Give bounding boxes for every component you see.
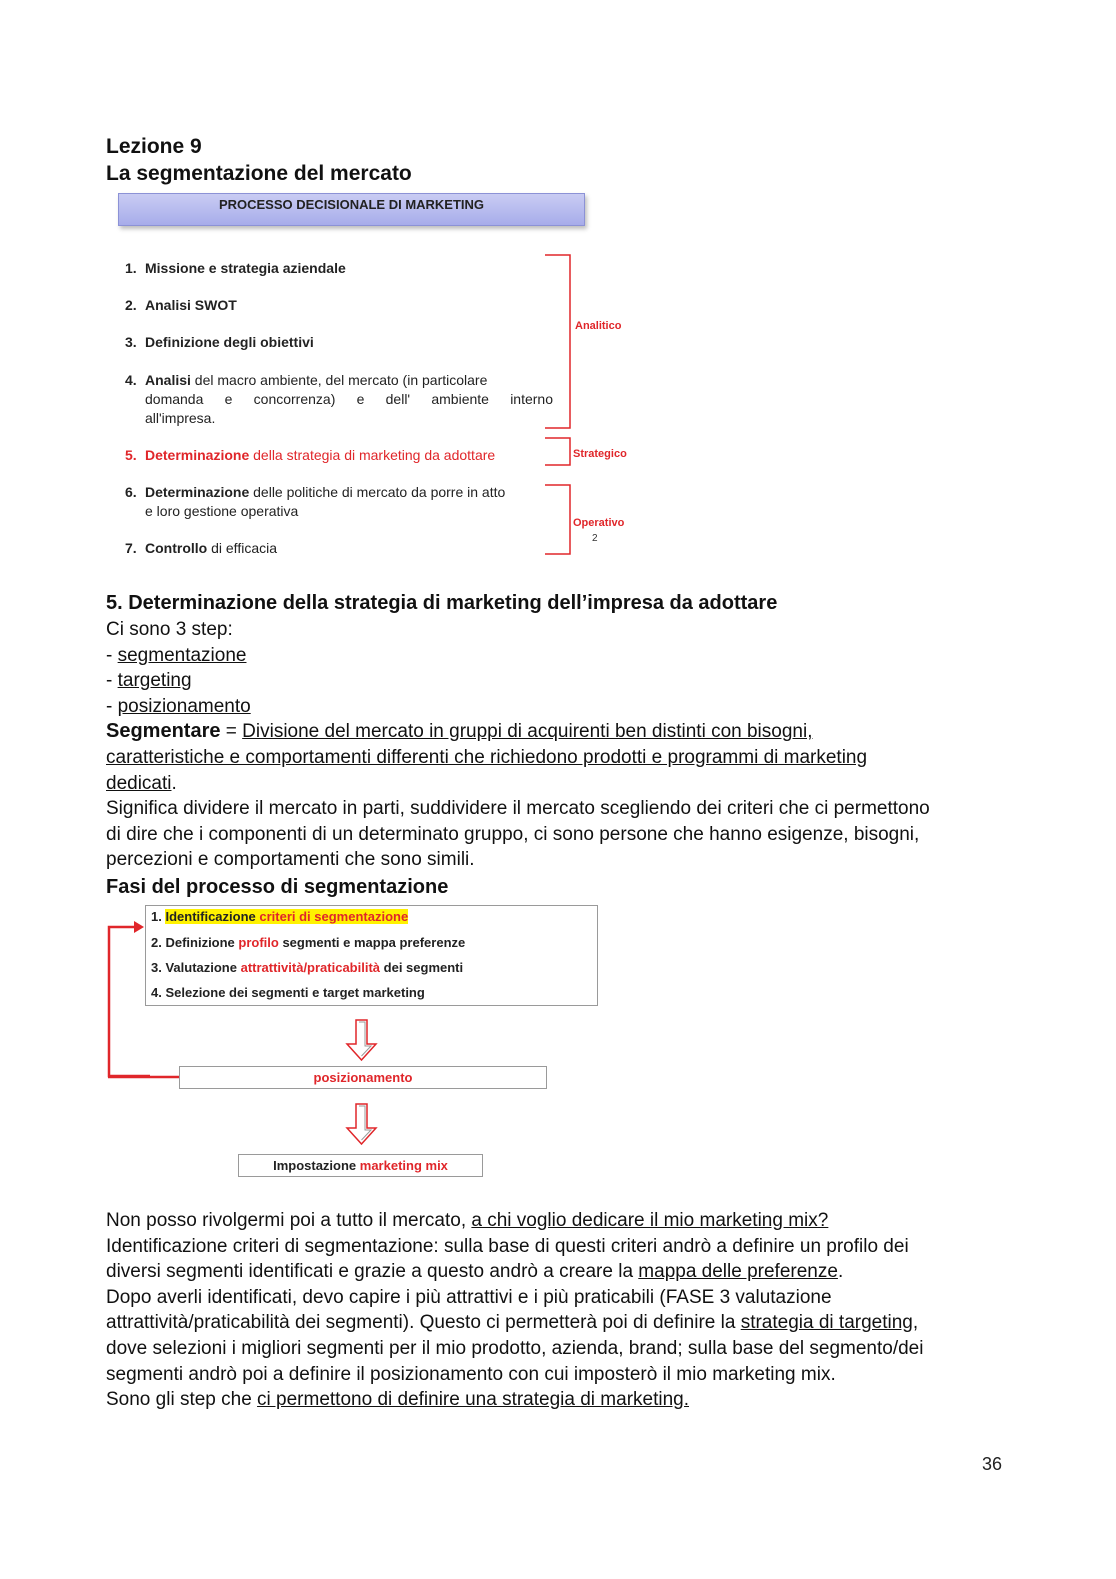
paragraph-line: diversi segmenti identificati e grazie a questo andrò a creare la mappa delle preferenze. [106, 1261, 844, 1283]
down-arrow-icon [345, 1102, 379, 1146]
phase-brackets [540, 250, 580, 560]
fasi-title: Fasi del processo di segmentazione [106, 876, 449, 898]
section-5-title: 5. Determinazione della strategia di marketing dell’impresa da adottare [106, 592, 778, 614]
process-step-3: 3. Definizione degli obiettivi [125, 334, 314, 350]
label-operativo: Operativo [573, 517, 625, 529]
section-5-body [106, 617, 1006, 873]
paragraph-line: di dire che i componenti di un determinato gruppo, ci sono persone che hanno esigenze, bisogni, [106, 823, 920, 845]
page-number: 36 [982, 1454, 1003, 1474]
posizionamento-box: posizionamento [179, 1066, 547, 1089]
bracket-strategico [545, 438, 570, 465]
paragraph-line: Sono gli step che ci permettono di definire una strategia di marketing. [106, 1389, 689, 1411]
paragraph-line: dove selezioni i migliori segmenti per il mio prodotto, azienda, brand; sulla base del segmento/dei [106, 1337, 924, 1359]
step-item: - targeting [106, 670, 192, 692]
paragraph-line: segmenti andrò poi a definire il posizionamento con cui imposterò il mio marketing mix. [106, 1363, 836, 1385]
segmentare-definition-line: caratteristiche e comportamenti differenti che richiedono prodotti e programmi di marketing [106, 746, 868, 768]
step-item: - posizionamento [106, 695, 251, 717]
fase-4: 4. Selezione dei segmenti e target marketing [151, 985, 425, 1000]
process-step-7: 7. Controllo di efficacia [125, 540, 277, 556]
marketing-mix-box: Impostazione marketing mix [238, 1154, 483, 1177]
process-step-5: 5. Determinazione della strategia di marketing da adottare [125, 447, 496, 463]
paragraph-line: Identificazione criteri di segmentazione: sulla base di questi criteri andrò a definire un profilo dei [106, 1235, 909, 1257]
closing-body [106, 1208, 1006, 1413]
step-item: - segmentazione [106, 644, 247, 666]
bracket-operativo [545, 485, 570, 554]
label-strategico: Strategico [573, 448, 627, 460]
lesson-heading [106, 133, 412, 187]
bracket-analitico [545, 255, 570, 428]
paragraph-line: Non posso rivolgermi poi a tutto il mercato, a chi voglio dedicare il mio marketing mix? [106, 1210, 829, 1231]
lesson-number: Lezione 9 [106, 135, 202, 158]
process-step-1: 1. Missione e strategia aziendale [125, 260, 346, 276]
label-analitico: Analitico [575, 320, 622, 332]
segmentare-term: Segmentare [106, 720, 221, 743]
fase-3: 3. Valutazione attrattività/praticabilità dei segmenti [151, 960, 464, 975]
steps-intro: Ci sono 3 step: [106, 619, 233, 640]
feedback-arrow [100, 918, 150, 1083]
slide-number: 2 [592, 533, 598, 544]
process-step-2: 2. Analisi SWOT [125, 297, 237, 313]
paragraph-line: attrattività/praticabilità dei segmenti). Questo ci permetterà poi di definire la strategia di targeting, [106, 1312, 919, 1334]
paragraph-line: Significa dividere il mercato in parti, suddividere il mercato scegliendo dei criteri che ci permettono [106, 798, 930, 820]
diagram1-header: PROCESSO DECISIONALE DI MARKETING [118, 193, 585, 226]
paragraph-line: percezioni e comportamenti che sono simili. [106, 849, 475, 871]
down-arrow-icon [345, 1018, 379, 1062]
feedback-arrow-base [108, 1074, 180, 1080]
segmentare-definition-end: dedicati. [106, 772, 177, 794]
process-step-4: 4. Analisi del macro ambiente, del mercato (in particolare domanda e concorrenza) e dell' ambiente interno all'impresa. [125, 372, 553, 426]
lesson-title: La segmentazione del mercato [106, 162, 412, 185]
segmentare-definition: Segmentare = Divisione del mercato in gruppi di acquirenti ben distinti con bisogni, [106, 720, 813, 743]
process-step-6: 6. Determinazione delle politiche di mercato da porre in atto e loro gestione operativa [125, 484, 506, 519]
fase-1: 1. Identificazione criteri di segmentazione [151, 909, 409, 924]
paragraph-line: Dopo averli identificati, devo capire i più attrattivi e i più praticabili (FASE 3 valutazione [106, 1286, 832, 1308]
fase-2: 2. Definizione profilo segmenti e mappa preferenze [151, 935, 466, 950]
